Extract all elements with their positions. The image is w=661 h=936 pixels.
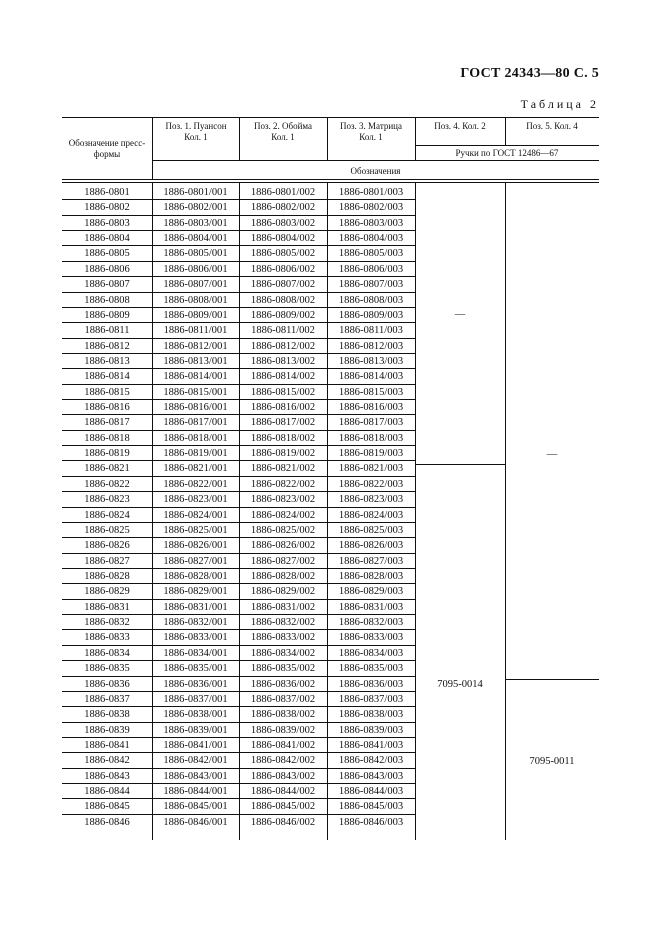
part-designation-cell: 1886-0814/002: [250, 371, 316, 383]
row-rule: [62, 368, 415, 369]
part-designation-cell: 1886-0813/003: [338, 355, 404, 367]
mold-designation-cell: 1886-0802: [84, 202, 130, 214]
col-poz1-header: Поз. 1. Пуансон Кол. 1: [165, 121, 227, 142]
header-divider: [239, 117, 240, 161]
part-designation-cell: 1886-0826/003: [338, 540, 404, 552]
header-bottom-rule-2: [62, 182, 599, 183]
part-designation-cell: 1886-0819/002: [250, 448, 316, 460]
mold-designation-cell: 1886-0827: [84, 555, 130, 567]
mold-designation-cell: 1886-0808: [84, 294, 130, 306]
part-designation-cell: 1886-0833/002: [250, 632, 316, 644]
part-designation-cell: 1886-0806/003: [338, 263, 404, 275]
mold-designation-cell: 1886-0829: [84, 586, 130, 598]
mold-designation-cell: 1886-0841: [84, 739, 130, 751]
part-designation-cell: 1886-0814/001: [163, 371, 228, 383]
part-designation-cell: 1886-0802/003: [338, 202, 404, 214]
part-designation-cell: 1886-0831/002: [250, 601, 316, 613]
part-designation-cell: 1886-0833/003: [338, 632, 404, 644]
part-designation-cell: 1886-0803/003: [338, 217, 404, 229]
part-designation-cell: 1886-0816/002: [250, 402, 316, 414]
part-designation-cell: 1886-0843/002: [250, 770, 316, 782]
row-rule: [62, 245, 415, 246]
part-designation-cell: 1886-0803/002: [250, 217, 316, 229]
subheader-rule: [152, 160, 599, 161]
part-designation-cell: 1886-0839/001: [163, 724, 228, 736]
part-designation-cell: 1886-0835/002: [250, 663, 316, 675]
part-designation-cell: 1886-0822/003: [338, 478, 404, 490]
mold-designation-cell: 1886-0819: [84, 448, 130, 460]
part-designation-cell: 1886-0807/002: [250, 279, 316, 291]
part-designation-cell: 1886-0803/001: [163, 217, 228, 229]
mold-designation-cell: 1886-0816: [84, 402, 130, 414]
row-rule: [62, 676, 415, 677]
part-designation-cell: 1886-0804/001: [163, 233, 228, 245]
part-designation-cell: 1886-0837/002: [250, 693, 316, 705]
row-rule: [62, 629, 415, 630]
part-designation-cell: 1886-0817/002: [250, 417, 316, 429]
row-rule: [62, 614, 415, 615]
row-rule: [62, 476, 415, 477]
part-designation-cell: 1886-0838/002: [250, 709, 316, 721]
row-rule: [62, 722, 415, 723]
part-designation-cell: 1886-0817/003: [338, 417, 404, 429]
mold-designation-cell: 1886-0832: [84, 617, 130, 629]
part-designation-cell: 1886-0802/001: [163, 202, 228, 214]
part-designation-cell: 1886-0808/003: [338, 294, 404, 306]
part-designation-cell: 1886-0837/001: [163, 693, 228, 705]
part-designation-cell: 1886-0805/001: [163, 248, 228, 260]
part-designation-cell: 1886-0834/002: [250, 647, 316, 659]
row-rule: [62, 338, 415, 339]
mold-designation-cell: 1886-0811: [84, 325, 130, 337]
row-rule: [62, 522, 415, 523]
mold-designation-cell: 1886-0845: [84, 801, 130, 813]
part-designation-cell: 1886-0825/001: [163, 524, 228, 536]
part-designation-cell: 1886-0804/003: [338, 233, 404, 245]
mold-designation-cell: 1886-0805: [84, 248, 130, 260]
mold-designation-cell: 1886-0839: [84, 724, 130, 736]
part-designation-cell: 1886-0813/002: [250, 355, 316, 367]
part-designation-cell: 1886-0824/002: [250, 509, 316, 521]
part-designation-cell: 1886-0801/001: [163, 187, 228, 198]
part-designation-cell: 1886-0812/002: [250, 340, 316, 352]
mold-designation-cell: 1886-0843: [84, 770, 130, 782]
part-designation-cell: 1886-0812/003: [338, 340, 404, 352]
part-designation-cell: 1886-0845/002: [250, 801, 316, 813]
row-rule: [62, 737, 415, 738]
part-designation-cell: 1886-0822/001: [163, 478, 228, 490]
mold-designation-cell: 1886-0826: [84, 540, 130, 552]
mold-designation-cell: 1886-0831: [84, 601, 130, 613]
part-designation-cell: 1886-0828/002: [250, 571, 316, 582]
part-designation-cell: 1886-0815/001: [163, 386, 228, 398]
document-header: ГОСТ 24343—80 С. 5: [460, 66, 599, 81]
part-designation-cell: 1886-0827/003: [338, 555, 404, 567]
part-designation-cell: 1886-0826/001: [163, 540, 228, 552]
row-rule: [62, 430, 415, 431]
part-designation-cell: 1886-0802/002: [250, 202, 316, 214]
row-rule: [62, 276, 415, 277]
row-rule: [62, 537, 415, 538]
part-designation-cell: 1886-0835/003: [338, 663, 404, 675]
mold-designation-cell: 1886-0803: [84, 217, 130, 229]
part-designation-cell: 1886-0817/001: [163, 417, 228, 429]
mold-designation-cell: 1886-0801: [84, 187, 130, 198]
part-designation-cell: 1886-0835/001: [163, 663, 228, 675]
part-designation-cell: 1886-0846/002: [250, 816, 316, 828]
part-designation-cell: 1886-0841/003: [338, 739, 404, 751]
col-poz4-header: Поз. 4. Кол. 2: [434, 121, 486, 131]
part-designation-cell: 1886-0825/002: [250, 524, 316, 536]
mold-designation-cell: 1886-0842: [84, 755, 130, 767]
part-designation-cell: 1886-0832/003: [338, 617, 404, 629]
part-designation-cell: 1886-0816/001: [163, 402, 228, 414]
part-designation-cell: 1886-0821/002: [250, 463, 316, 475]
part-designation-cell: 1886-0814/003: [338, 371, 404, 383]
part-designation-cell: 1886-0828/001: [163, 571, 228, 582]
part-designation-cell: 1886-0841/002: [250, 739, 316, 751]
part-designation-cell: 1886-0838/003: [338, 709, 404, 721]
row-rule: [62, 553, 415, 554]
part-designation-cell: 1886-0844/003: [338, 786, 404, 798]
part-designation-cell: 1886-0845/001: [163, 801, 228, 813]
table-name: Таблица 2: [520, 97, 599, 111]
row-rule: [62, 322, 415, 323]
part-designation-cell: 1886-0834/001: [163, 647, 228, 659]
part-designation-cell: 1886-0811/002: [251, 325, 315, 337]
part-designation-cell: 1886-0808/001: [163, 294, 228, 306]
part-designation-cell: 1886-0831/003: [338, 601, 404, 613]
part-designation-cell: 1886-0838/001: [163, 709, 228, 721]
part-designation-cell: 1886-0827/002: [250, 555, 316, 567]
mold-designation-cell: 1886-0824: [84, 509, 130, 521]
part-designation-cell: 1886-0833/001: [163, 632, 228, 644]
part-designation-cell: 1886-0801/003: [338, 187, 404, 198]
row-rule: [62, 783, 415, 784]
part-designation-cell: 1886-0826/002: [250, 540, 316, 552]
part-designation-cell: 1886-0842/003: [338, 755, 404, 767]
part-designation-cell: 1886-0816/003: [338, 402, 404, 414]
part-designation-cell: 1886-0827/001: [163, 555, 228, 567]
part-designation-cell: 1886-0805/002: [250, 248, 316, 260]
row-rule: [62, 230, 415, 231]
mold-designation-cell: 1886-0807: [84, 279, 130, 291]
part-designation-cell: 1886-0842/002: [250, 755, 316, 767]
row-rule: [62, 507, 415, 508]
row-rule: [62, 752, 415, 753]
part-designation-cell: 1886-0846/003: [338, 816, 404, 828]
row-rule: [62, 445, 415, 446]
part-designation-cell: 1886-0819/003: [338, 448, 404, 460]
row-rule: [62, 261, 415, 262]
part-designation-cell: 1886-0837/003: [338, 693, 404, 705]
mold-designation-cell: 1886-0815: [84, 386, 130, 398]
col-poz5-header: Поз. 5. Кол. 4: [526, 121, 578, 131]
row-rule: [62, 353, 415, 354]
column-divider: [505, 182, 506, 840]
part-designation-cell: 1886-0815/003: [338, 386, 404, 398]
row-rule: [62, 599, 415, 600]
mold-designation-cell: 1886-0844: [84, 786, 130, 798]
poz5-group-rule: [505, 679, 599, 680]
mold-designation-cell: 1886-0822: [84, 478, 130, 490]
part-designation-cell: 1886-0807/003: [338, 279, 404, 291]
column-divider: [415, 182, 416, 840]
part-designation-cell: 1886-0845/003: [338, 801, 404, 813]
part-designation-cell: 1886-0824/001: [163, 509, 228, 521]
part-designation-cell: 1886-0812/001: [163, 340, 228, 352]
row-rule: [62, 798, 415, 799]
col-poz3-header: Поз. 3. Матрица Кол. 1: [340, 121, 402, 142]
mold-designation-cell: 1886-0846: [84, 816, 130, 828]
row-rule: [62, 814, 415, 815]
row-rule: [62, 645, 415, 646]
mold-designation-cell: 1886-0837: [84, 693, 130, 705]
part-designation-cell: 1886-0839/002: [250, 724, 316, 736]
mold-designation-cell: 1886-0809: [84, 309, 130, 321]
header-divider: [327, 117, 328, 161]
part-designation-cell: 1886-0839/003: [338, 724, 404, 736]
part-designation-cell: 1886-0836/002: [250, 678, 316, 690]
header-bottom-rule-1: [62, 179, 599, 180]
mold-designation-cell: 1886-0806: [84, 263, 130, 275]
row-rule: [62, 768, 415, 769]
part-designation-cell: 1886-0813/001: [163, 355, 228, 367]
mold-designation-cell: 1886-0836: [84, 678, 130, 690]
part-designation-cell: 1886-0829/002: [250, 586, 316, 598]
mold-designation-cell: 1886-0812: [84, 340, 130, 352]
mold-designation-cell: 1886-0821: [84, 463, 130, 475]
poz5-value-a: —: [546, 449, 558, 460]
part-designation-cell: 1886-0815/002: [250, 386, 316, 398]
mold-designation-cell: 1886-0825: [84, 524, 130, 536]
handles-header: Ручки по ГОСТ 12486—67: [455, 148, 559, 158]
part-designation-cell: 1886-0805/003: [338, 248, 404, 260]
part-designation-cell: 1886-0807/001: [163, 279, 228, 291]
part-designation-cell: 1886-0821/001: [163, 463, 228, 475]
part-designation-cell: 1886-0836/001: [163, 678, 228, 690]
part-designation-cell: 1886-0806/002: [250, 263, 316, 275]
col-poz2-header: Поз. 2. Обойма Кол. 1: [253, 121, 313, 142]
part-designation-cell: 1886-0804/002: [250, 233, 316, 245]
part-designation-cell: 1886-0809/002: [250, 309, 316, 321]
part-designation-cell: 1886-0829/003: [338, 586, 404, 598]
part-designation-cell: 1886-0822/002: [250, 478, 316, 490]
poz5-value-b: 7095-0011: [529, 756, 575, 767]
part-designation-cell: 1886-0806/001: [163, 263, 228, 275]
part-designation-cell: 1886-0808/002: [250, 294, 316, 306]
part-designation-cell: 1886-0844/002: [250, 786, 316, 798]
designations-header: Обозначения: [350, 166, 401, 176]
part-designation-cell: 1886-0834/003: [338, 647, 404, 659]
mold-designation-cell: 1886-0813: [84, 355, 130, 367]
row-rule: [62, 460, 415, 461]
part-designation-cell: 1886-0809/001: [163, 309, 228, 321]
mold-designation-cell: 1886-0838: [84, 709, 130, 721]
row-rule: [62, 399, 415, 400]
mold-designation-cell: 1886-0834: [84, 647, 130, 659]
part-designation-cell: 1886-0824/003: [338, 509, 404, 521]
part-designation-cell: 1886-0846/001: [163, 816, 228, 828]
table-top-rule: [62, 117, 599, 118]
row-rule: [62, 660, 415, 661]
part-designation-cell: 1886-0832/001: [163, 617, 228, 629]
part-designation-cell: 1886-0811/003: [339, 325, 403, 337]
part-designation-cell: 1886-0841/001: [163, 739, 228, 751]
part-designation-cell: 1886-0829/001: [163, 586, 228, 598]
part-designation-cell: 1886-0843/003: [338, 770, 404, 782]
poz4-value-a: —: [454, 309, 466, 320]
part-designation-cell: 1886-0823/001: [163, 494, 228, 506]
row-rule: [62, 307, 415, 308]
row-rule: [62, 568, 415, 569]
part-designation-cell: 1886-0819/001: [163, 448, 228, 460]
part-designation-cell: 1886-0843/001: [163, 770, 228, 782]
part-designation-cell: 1886-0844/001: [163, 786, 228, 798]
row-rule: [62, 491, 415, 492]
mold-designation-cell: 1886-0823: [84, 494, 130, 506]
part-designation-cell: 1886-0809/003: [338, 309, 404, 321]
mold-designation-cell: 1886-0804: [84, 233, 130, 245]
part-designation-cell: 1886-0842/001: [163, 755, 228, 767]
mold-designation-cell: 1886-0828: [84, 571, 130, 582]
part-designation-cell: 1886-0836/003: [338, 678, 404, 690]
row-rule: [62, 384, 415, 385]
part-designation-cell: 1886-0825/003: [338, 524, 404, 536]
poz4-group-rule: [415, 464, 505, 465]
mold-designation-cell: 1886-0818: [84, 432, 130, 444]
part-designation-cell: 1886-0832/002: [250, 617, 316, 629]
row-rule: [62, 706, 415, 707]
row-rule: [62, 691, 415, 692]
part-designation-cell: 1886-0831/001: [163, 601, 228, 613]
mold-designation-cell: 1886-0814: [84, 371, 130, 383]
col-designation-header: Обозначение пресс-формы: [68, 138, 146, 159]
part-designation-cell: 1886-0818/003: [338, 432, 404, 444]
part-designation-cell: 1886-0821/003: [338, 463, 404, 475]
row-rule: [62, 199, 415, 200]
part-designation-cell: 1886-0801/002: [250, 187, 316, 198]
part-designation-cell: 1886-0823/002: [250, 494, 316, 506]
row-rule: [62, 215, 415, 216]
part-designation-cell: 1886-0811/001: [163, 325, 228, 337]
row-rule: [62, 583, 415, 584]
row-rule: [62, 292, 415, 293]
part-designation-cell: 1886-0823/003: [338, 494, 404, 506]
part-designation-cell: 1886-0818/001: [163, 432, 228, 444]
handles-rule: [415, 145, 599, 146]
mold-designation-cell: 1886-0833: [84, 632, 130, 644]
mold-designation-cell: 1886-0835: [84, 663, 130, 675]
poz4-value-b: 7095-0014: [437, 679, 483, 690]
part-designation-cell: 1886-0828/003: [338, 571, 404, 582]
mold-designation-cell: 1886-0817: [84, 417, 130, 429]
part-designation-cell: 1886-0818/002: [250, 432, 316, 444]
row-rule: [62, 414, 415, 415]
header-divider: [505, 117, 506, 146]
